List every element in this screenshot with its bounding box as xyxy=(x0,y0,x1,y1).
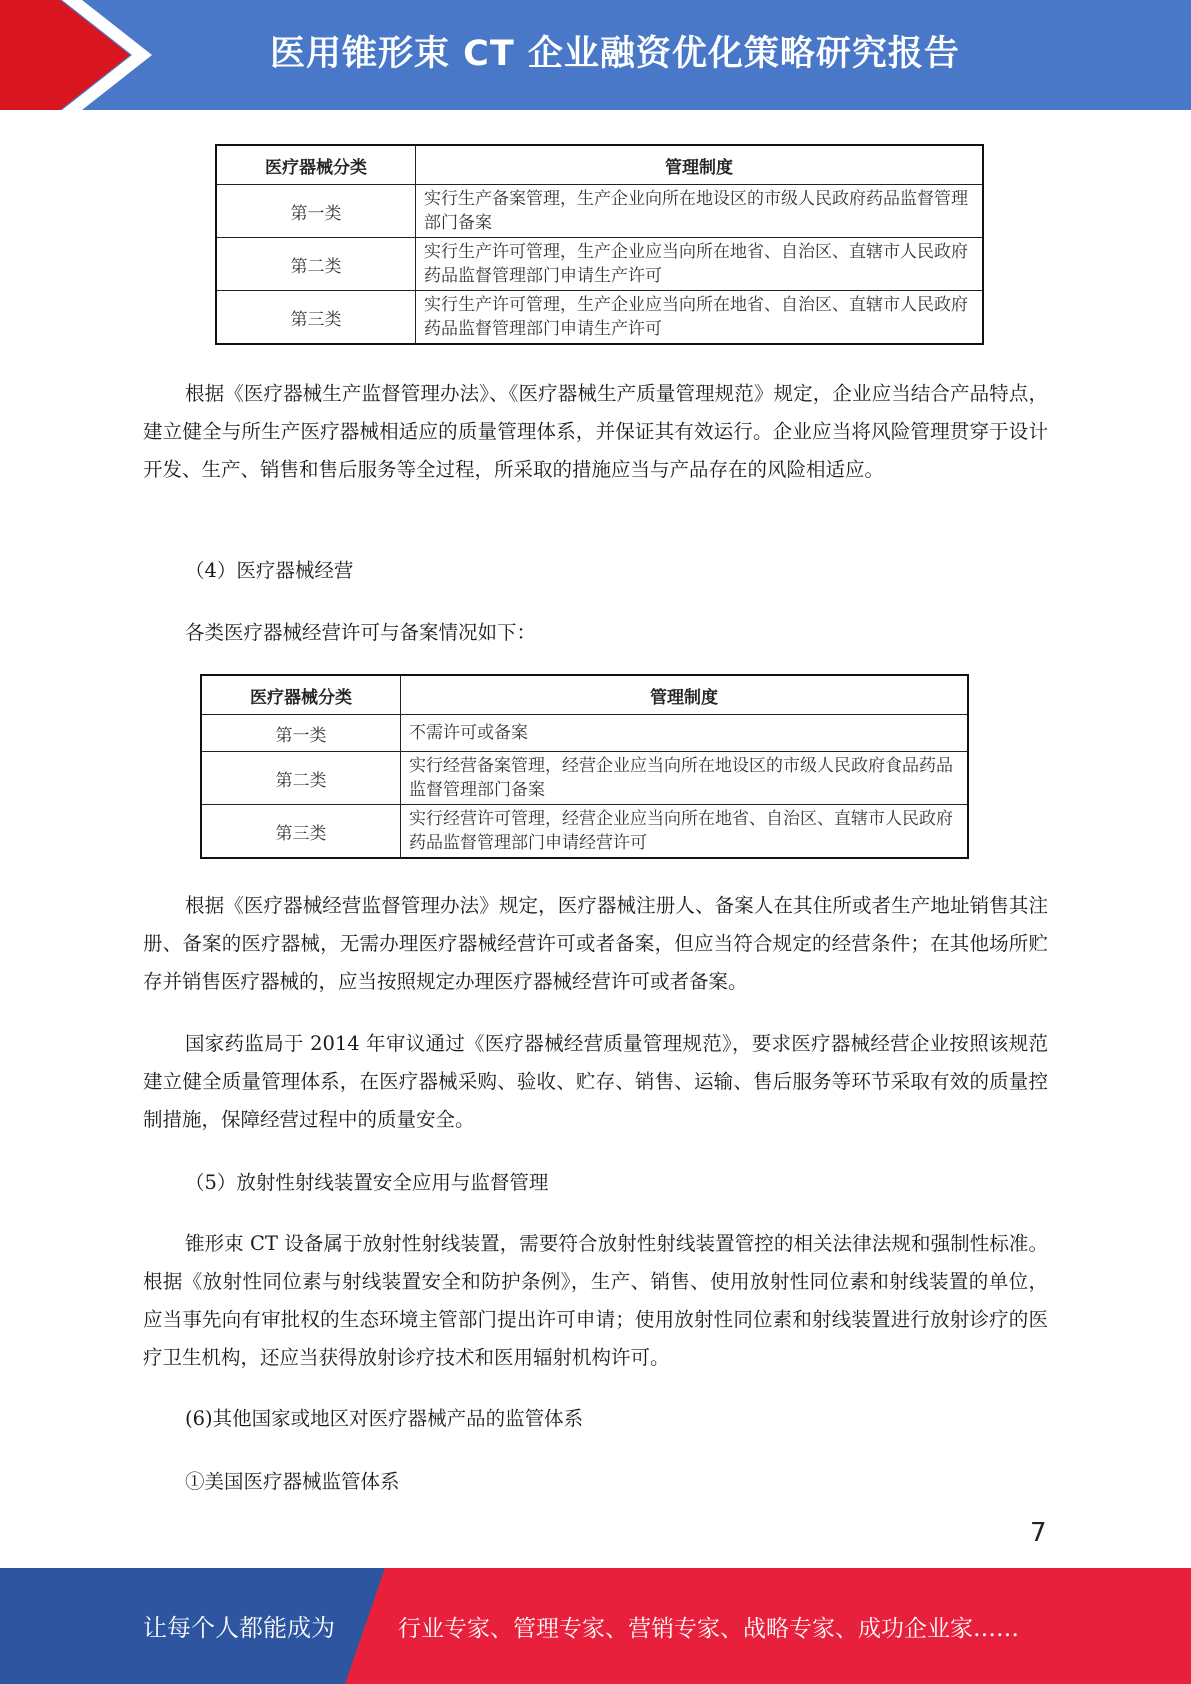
paragraph-intro-table2: 各类医疗器械经营许可与备案情况如下： xyxy=(185,621,537,644)
page-number: 7 xyxy=(1030,1518,1047,1548)
table-header-cell: 医疗器械分类 xyxy=(216,145,416,185)
regulation-cell: 实行生产备案管理，生产企业向所在地设区的市级人民政府药品监督管理部门备案 xyxy=(416,185,984,238)
subsection-heading-us: ①美国医疗器械监管体系 xyxy=(185,1470,400,1493)
table-row xyxy=(216,291,983,345)
report-title: 医用锥形束 CT 企业融资优化策略研究报告 xyxy=(270,34,960,74)
regulation-cell: 实行经营许可管理，经营企业应当向所在地省、自治区、直辖市人民政府药品监督管理部门申请经营许可 xyxy=(401,805,969,859)
table-row xyxy=(201,805,968,859)
table-row xyxy=(201,752,968,805)
class-cell: 第二类 xyxy=(201,752,401,805)
regulation-cell: 实行生产许可管理，生产企业应当向所在地省、自治区、直辖市人民政府药品监督管理部门申请生产许可 xyxy=(416,238,984,291)
table-header-row xyxy=(201,675,968,715)
paragraph-quality-standard: 国家药监局于 2014 年审议通过《医疗器械经营质量管理规范》，要求医疗器械经营企业按照该规范建立健全质量管理体系，在医疗器械采购、验收、贮存、销售、运输、售后服务等环节采取有效的质量控制措施，保障经营过程中的质量安全。 xyxy=(143,1032,1048,1131)
distribution-regulation-table xyxy=(200,674,969,859)
section-heading-4: （4）医疗器械经营 xyxy=(185,559,354,582)
table-header-cell: 医疗器械分类 xyxy=(201,675,401,715)
section-heading-6: (6)其他国家或地区对医疗器械产品的监管体系 xyxy=(185,1407,584,1430)
table-row xyxy=(216,185,983,238)
table-header-cell: 管理制度 xyxy=(416,145,984,185)
paragraph-distribution-rules: 根据《医疗器械经营监督管理办法》规定，医疗器械注册人、备案人在其住所或者生产地址销售其注册、备案的医疗器械，无需办理医疗器械经营许可或者备案，但应当符合规定的经营条件；在其他场所贮存并销售医疗器械的，应当按照规定办理医疗器械经营许可或者备案。 xyxy=(143,894,1048,993)
production-regulation-table xyxy=(215,144,984,345)
regulation-cell: 不需许可或备案 xyxy=(401,715,969,752)
page-header xyxy=(0,0,1191,110)
paragraph-radiation-rules: 锥形束 CT 设备属于放射性射线装置，需要符合放射性射线装置管控的相关法律法规和强制性标准。根据《放射性同位素与射线装置安全和防护条例》，生产、销售、使用放射性同位素和射线装置的单位，应当事先向有审批权的生态环境主管部门提出许可申请；使用放射性同位素和射线装置进行放射诊疗的医疗卫生机构，还应当获得放射诊疗技术和医用辐射机构许可。 xyxy=(143,1232,1048,1369)
class-cell: 第一类 xyxy=(216,185,416,238)
class-cell: 第一类 xyxy=(201,715,401,752)
footer-slogan-left: 让每个人都能成为 xyxy=(143,1614,335,1642)
class-cell: 第三类 xyxy=(201,805,401,859)
header-red-arrow xyxy=(0,0,140,110)
footer-slogan-right: 行业专家、管理专家、营销专家、战略专家、成功企业家…… xyxy=(398,1616,1019,1642)
table-row xyxy=(201,715,968,752)
page-footer xyxy=(0,1568,1191,1684)
table-header-row xyxy=(216,145,983,185)
regulation-cell: 实行生产许可管理，生产企业应当向所在地省、自治区、直辖市人民政府药品监督管理部门申请生产许可 xyxy=(416,291,984,345)
regulation-cell: 实行经营备案管理，经营企业应当向所在地设区的市级人民政府食品药品监督管理部门备案 xyxy=(401,752,969,805)
table-row xyxy=(216,238,983,291)
section-heading-5: （5）放射性射线装置安全应用与监督管理 xyxy=(185,1171,549,1194)
paragraph-production-rules: 根据《医疗器械生产监督管理办法》、《医疗器械生产质量管理规范》规定，企业应当结合产品特点，建立健全与所生产医疗器械相适应的质量管理体系，并保证其有效运行。企业应当将风险管理贯穿于设计开发、生产、销售和售后服务等全过程，所采取的措施应当与产品存在的风险相适应。 xyxy=(143,382,1048,481)
table-header-cell: 管理制度 xyxy=(401,675,969,715)
class-cell: 第二类 xyxy=(216,238,416,291)
class-cell: 第三类 xyxy=(216,291,416,345)
